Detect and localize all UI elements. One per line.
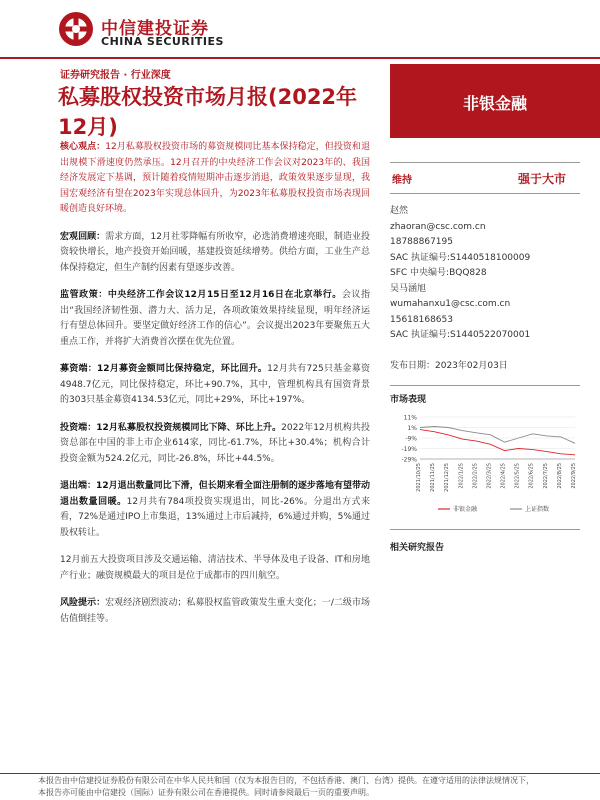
rating-value: 强于大市: [517, 172, 566, 186]
x-tick-label: 2022/5/25: [514, 462, 521, 489]
x-tick-label: 2022/1/25: [458, 462, 465, 489]
series-line: [420, 429, 575, 454]
x-tick-label: 2022/4/25: [500, 462, 507, 489]
x-tick-label: 2021/11/25: [430, 462, 437, 492]
x-tick-label: 2021/12/25: [444, 462, 451, 492]
report-series: 证券研究报告 · 行业深度: [60, 70, 171, 81]
paragraph-text: 12月前五大投资项目涉及交通运输、清洁技术、半导体及电子设备、IT和房地产行业；融资规模最大的项目是位于成都市的四川航空。: [60, 555, 370, 581]
analyst-line: wumahanxu1@csc.com.cn: [390, 299, 511, 309]
paragraph-lead: 募资端：12月募资金额同比保持稳定，环比回升。: [60, 364, 268, 374]
report-body: [60, 140, 370, 639]
analyst-line: zhaoran@csc.com.cn: [390, 221, 486, 232]
disclaimer-line-2: 本报告亦可能由中信建投（国际）证券有限公司在香港提供。同时请参阅最后一页的重要声明。: [38, 788, 374, 797]
rating-row: [390, 162, 580, 194]
report-title: 私募股权投资市场月报(2022年12月): [58, 85, 358, 139]
body-paragraph: [60, 140, 370, 218]
disclaimer-line-1: 本报告由中信建投证券股份有限公司在中华人民共和国（仅为本报告目的，不包括香港、澳门、台湾）提供。在遵守适用的法律法规情况下，: [38, 776, 534, 785]
x-tick-label: 2022/8/25: [556, 462, 563, 489]
logo-icon: [57, 10, 95, 48]
industry-label: 非银金融: [462, 94, 527, 113]
y-tick-label: 1%: [407, 424, 417, 432]
paragraph-text: 需求方面，12月社零降幅有所收窄，必选消费增速亮眼，制造业投资较快增长，地产投资开始回暖，基建投资延续增势。供给方面，工业生产总体保持稳定，但生产制约因素有望逐步改善。: [60, 231, 370, 273]
legend-label: 上证指数: [525, 505, 550, 513]
body-paragraph: [60, 230, 370, 277]
analyst-line: SAC 执证编号:S1440522070001: [390, 330, 531, 340]
analyst-info: [390, 204, 580, 344]
x-tick-label: 2022/9/25: [571, 462, 577, 489]
paragraph-text: 宏观经济剧烈波动；私募股权监管政策发生重大变化；一/二级市场估值倒挂等。: [60, 598, 370, 624]
sidebar: [390, 162, 580, 553]
analyst-line: SAC 执证编号:S1440518100009: [390, 252, 531, 263]
y-tick-label: -19%: [401, 445, 417, 453]
related-reports-heading: 相关研究报告: [390, 529, 580, 553]
y-tick-label: 11%: [403, 414, 417, 421]
paragraph-text: 会议指出“我国经济韧性强、潜力大、活力足，各项政策效果持续显现，明年经济运行有望总体回升。要坚定做好经济工作的信心”。会议提出2023年要聚焦五大重点工作，并将扩大消费首次摆在优先位置。: [60, 290, 370, 347]
body-paragraph: [60, 596, 370, 627]
market-performance-chart: [390, 409, 580, 519]
analyst-line: 18788867195: [390, 237, 453, 247]
logo-text-cn: 中信建投证券: [101, 19, 209, 39]
paragraph-lead: 风险提示：: [60, 598, 106, 608]
analyst-line: SFC 中央编号:BQQ828: [390, 268, 487, 278]
paragraph-lead: 宏观回顾：: [60, 231, 106, 242]
disclaimer: [38, 775, 598, 799]
body-paragraph: [60, 288, 370, 350]
industry-banner: [390, 64, 600, 138]
logo: [57, 10, 227, 52]
y-tick-label: -29%: [401, 456, 417, 463]
chart-svg: [390, 409, 580, 519]
rating-label: 维持: [392, 175, 412, 186]
paragraph-text: 2022年12月机构共投资总部在中国的非上市企业614家，同比-61.7%，环比+30.4%；机构合计投资金额为524.2亿元，同比-26.8%，环比+44.5%。: [60, 422, 371, 464]
paragraph-text: 12月共有784项投资实现退出，同比-26%。分退出方式来看，72%是通过IPO上市集退，13%通过上市后减持，6%通过并购，5%通过股权转让。: [60, 496, 370, 538]
header-divider: [0, 57, 600, 59]
logo-text-en: CHINA SECURITIES: [101, 35, 224, 48]
footer-divider: [0, 773, 600, 774]
analyst-line: 赵然: [390, 206, 409, 216]
analyst-line: 15618168653: [390, 314, 453, 325]
body-paragraph: [60, 421, 370, 468]
body-paragraph: [60, 362, 370, 409]
paragraph-text: 12月私募股权投资市场的募资规模同比基本保持稳定，但投资和退出规模下滑速度仍然承压。12月召开的中央经济工作会议对2023年的、我国经济发展定下基调，预计随着疫情短期冲击逐步消退，政策效果逐步显现，我国宏观经济有望在2023年实现总体回升，为2023年私募股权投资市场表现回暖创造良好环境。: [60, 142, 370, 214]
series-line: [420, 426, 575, 443]
publish-date: 发布日期：2023年02月03日: [390, 360, 508, 371]
paragraph-text: 12月共有725只基金募资4948.7亿元，同比保持稳定，环比+90.7%，其中，管理机构具有国资背景的303只基金募资4134.53亿元，同比+29%，环比+197%。: [60, 364, 370, 405]
analyst-line: 吴马涵旭: [390, 283, 427, 294]
paragraph-lead: 投资端：12月私募股权投资规模同比下降、环比上升。: [60, 422, 282, 433]
paragraph-lead: 监管政策：中央经济工作会议12月15日至12月16日在北京举行。: [60, 290, 342, 300]
y-tick-label: -9%: [405, 435, 417, 442]
x-tick-label: 2021/10/25: [416, 462, 422, 492]
x-tick-label: 2022/7/25: [542, 462, 549, 489]
body-paragraph: [60, 479, 370, 541]
paragraph-lead: 核心观点：: [60, 142, 106, 152]
x-tick-label: 2022/6/25: [528, 462, 535, 489]
body-paragraph: [60, 553, 370, 584]
market-performance-heading: 市场表现: [390, 385, 580, 405]
paragraph-lead: 退出端：12月退出数量同比下滑，但长期来看全面注册制的逐步落地有望带动退出数量回暖。: [60, 481, 370, 507]
x-tick-label: 2022/3/25: [486, 462, 493, 489]
legend-label: 非银金融: [453, 505, 478, 513]
x-tick-label: 2022/2/25: [472, 462, 479, 489]
